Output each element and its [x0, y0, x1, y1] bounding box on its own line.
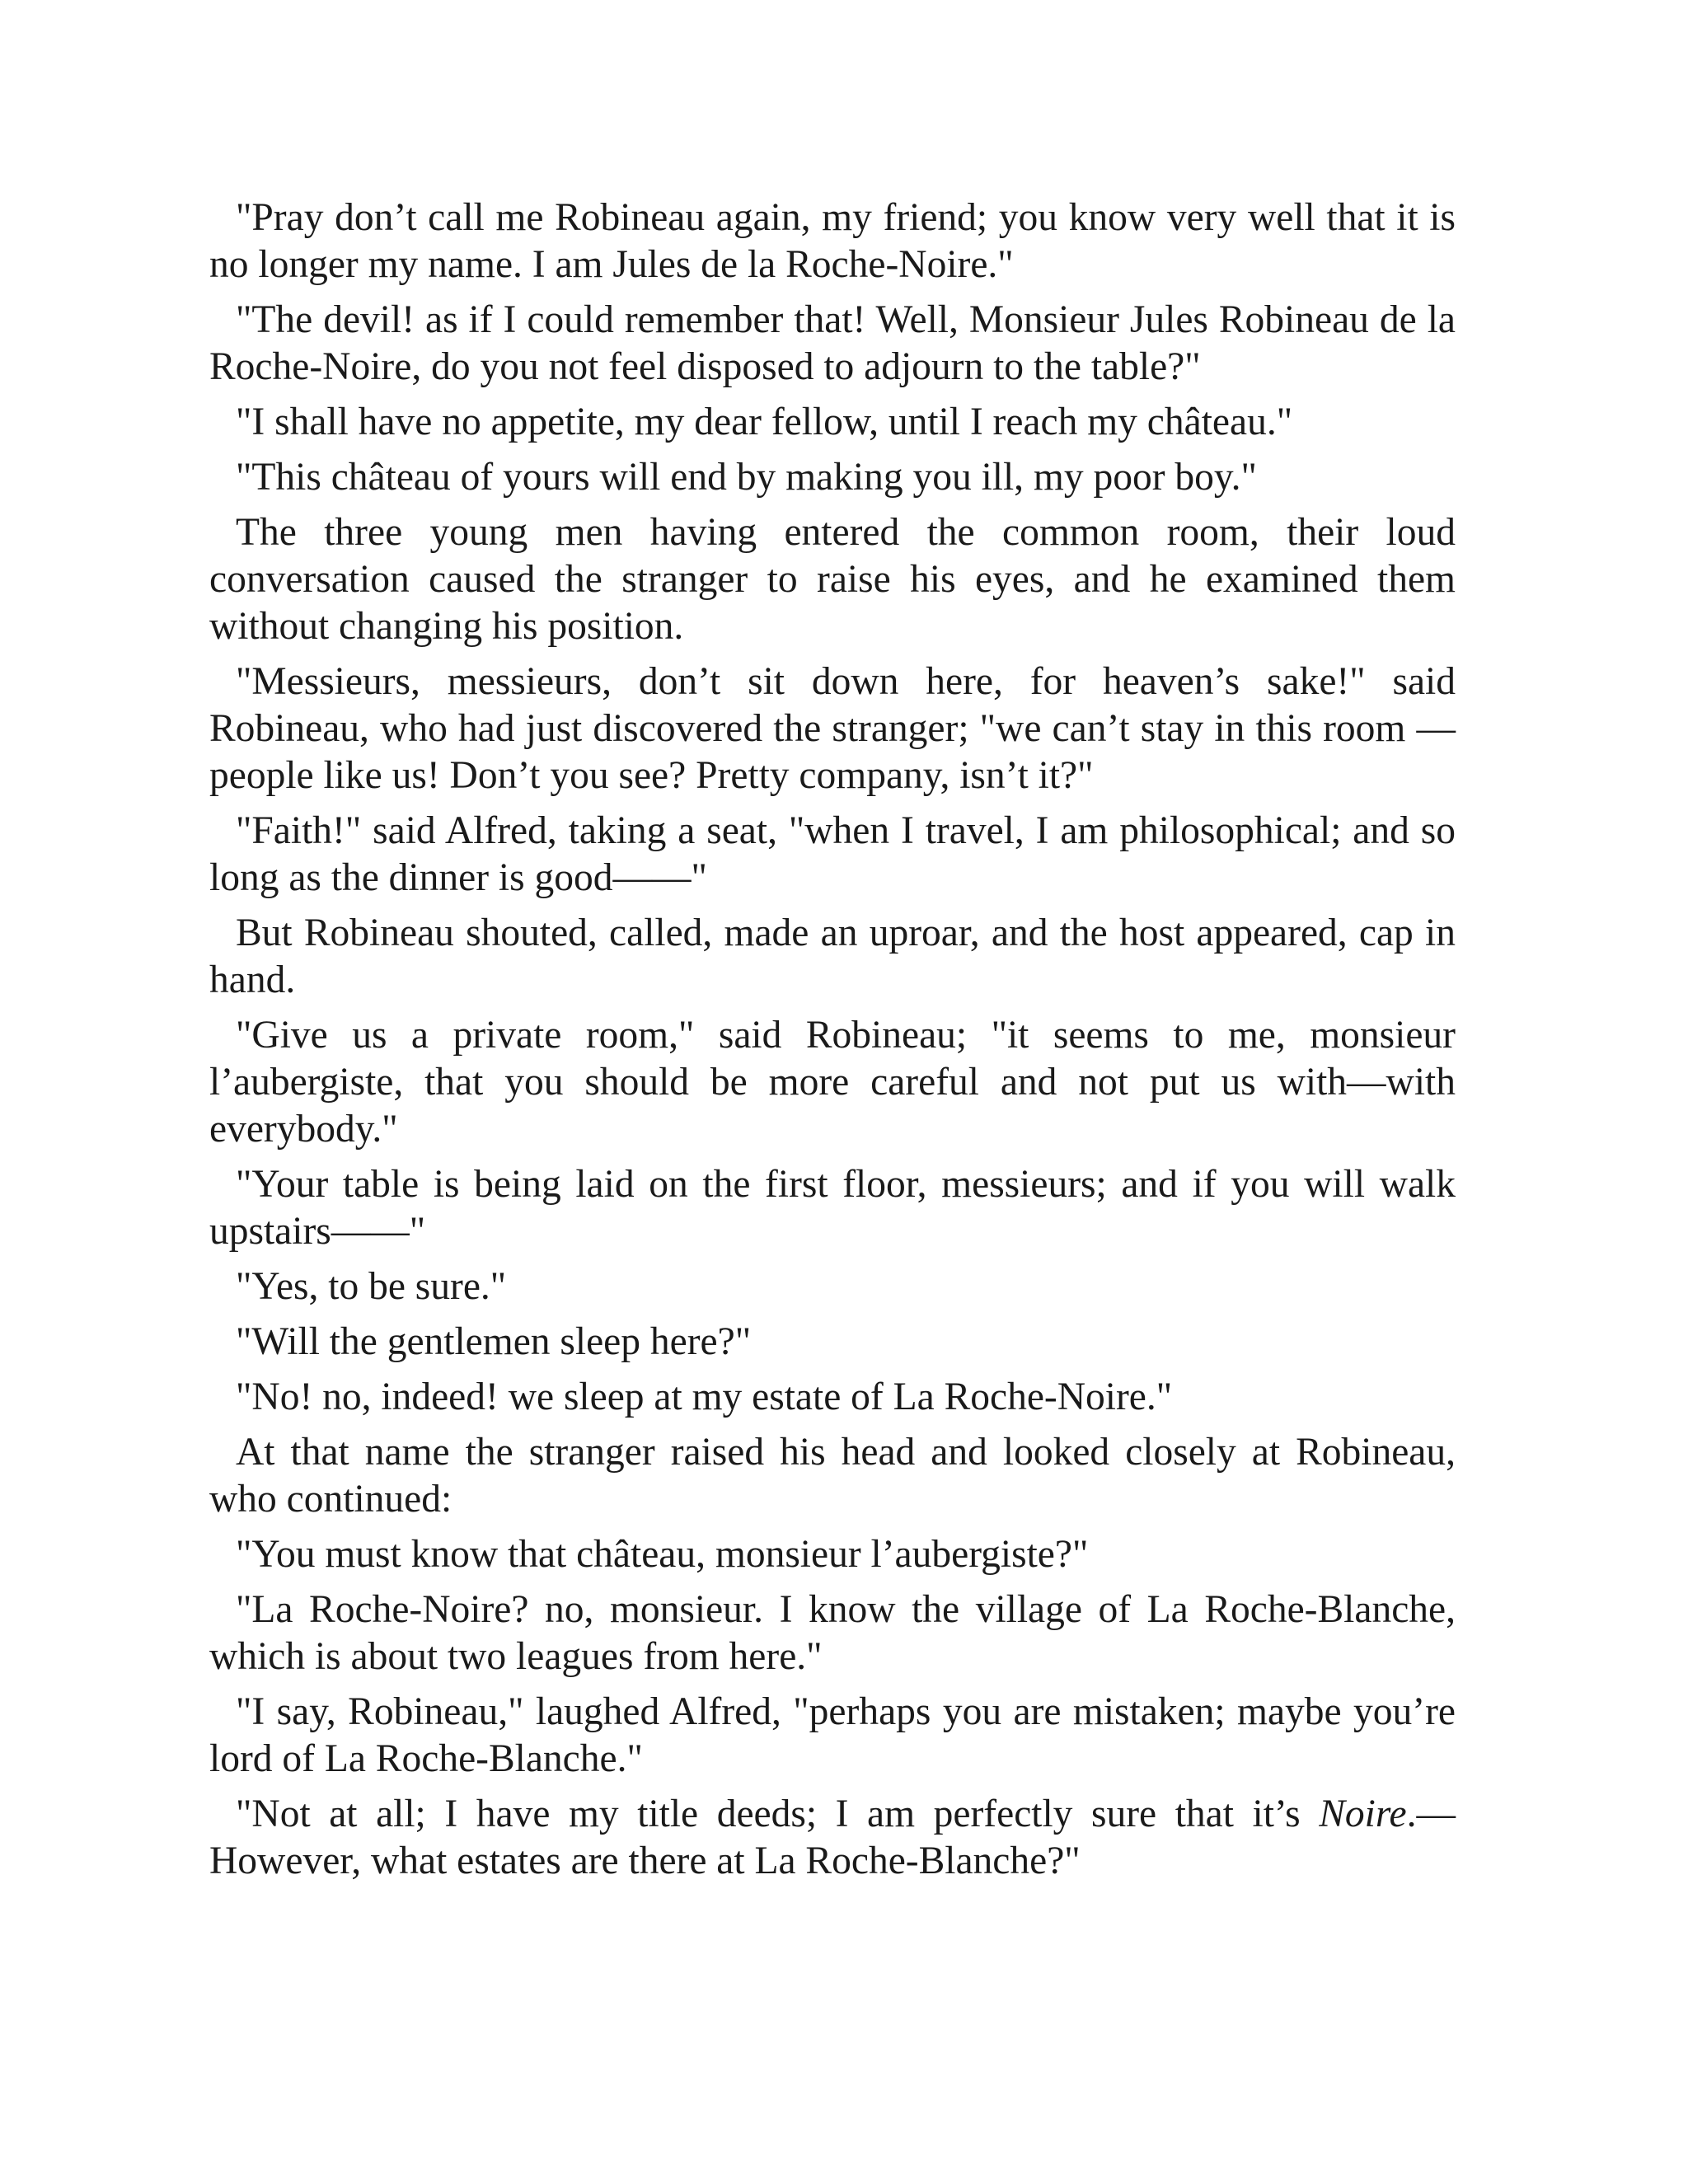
paragraph: "You must know that château, monsieur l’aubergiste?" — [236, 1533, 1089, 1576]
paragraph: The three young men having entered the common room, their loud conversation caused the stranger to raise his eyes, and he examined them without changing his position. — [209, 511, 1456, 648]
paragraph: "Yes, to be sure." — [236, 1265, 507, 1308]
paragraph: "I say, Robineau," laughed Alfred, "perhaps you are mistaken; maybe you’re lord of La Roche-Blanche." — [209, 1690, 1456, 1780]
paragraph: "I shall have no appetite, my dear fellow, until I reach my château." — [236, 401, 1293, 443]
book-page — [209, 194, 1456, 1893]
paragraph: "Faith!" said Alfred, taking a seat, "when I travel, I am philosophical; and so long as the dinner is good——" — [209, 809, 1456, 899]
paragraph: "Pray don’t call me Robineau again, my friend; you know very well that it is no longer my name. I am Jules de la Roche-Noire." — [209, 196, 1456, 286]
paragraph — [209, 1791, 1456, 1885]
paragraph: "The devil! as if I could remember that! Well, Monsieur Jules Robineau de la Roche-Noire, do you not feel disposed to adjourn to the table?" — [209, 298, 1456, 388]
paragraph: At that name the stranger raised his head and looked closely at Robineau, who continued: — [209, 1431, 1456, 1521]
paragraph: "Will the gentlemen sleep here?" — [236, 1320, 752, 1363]
paragraph: But Robineau shouted, called, made an uproar, and the host appeared, cap in hand. — [209, 912, 1456, 1001]
paragraph-text: "Not at all; I have my title deeds; I am perfectly sure that it’s — [236, 1793, 1320, 1835]
paragraph-text: .— However, what estates are there at La Roche-Blanche?" — [209, 1793, 1456, 1882]
paragraph: "This château of yours will end by making you ill, my poor boy." — [236, 456, 1257, 499]
paragraph: "Messieurs, messieurs, don’t sit down here, for heaven’s sake!" said Robineau, who had just discovered the stranger; "we can’t stay in this room —people like us! Don’t you see? Pretty company, isn’t it?" — [209, 660, 1456, 797]
paragraph: "No! no, indeed! we sleep at my estate of La Roche-Noire." — [236, 1376, 1173, 1418]
paragraph: "Your table is being laid on the first floor, messieurs; and if you will walk upstairs——" — [209, 1163, 1456, 1253]
emphasized-word: Noire — [1319, 1793, 1407, 1835]
paragraph: "Give us a private room," said Robineau; "it seems to me, monsieur l’aubergiste, that you should be more careful and not put us with—with everybody." — [209, 1014, 1456, 1151]
paragraph: "La Roche-Noire? no, monsieur. I know the village of La Roche-Blanche, which is about two leagues from here." — [209, 1588, 1456, 1678]
